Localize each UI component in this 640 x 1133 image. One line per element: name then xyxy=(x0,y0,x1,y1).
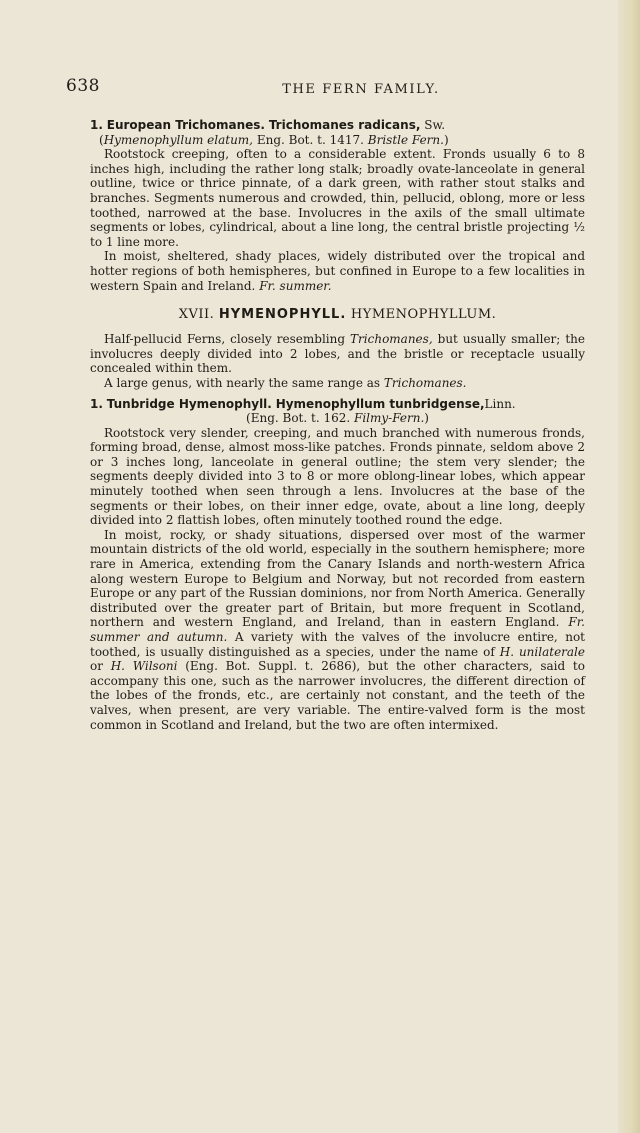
or-word: or xyxy=(90,659,103,674)
page-body xyxy=(90,118,585,732)
genus-desc-after: but usually smaller; the involucres deeply divided into 2 lobes, and the bristle or receptacle usually concealed within them. xyxy=(90,332,585,376)
flowering-time: Fr. summer. xyxy=(259,278,332,293)
genus-range-italic: Trichomanes. xyxy=(383,375,467,390)
heading-common-name: European Trichomanes. xyxy=(106,118,265,132)
genus-description xyxy=(90,332,585,376)
synonym-reference: Eng. Bot. t. 1417. xyxy=(256,132,364,147)
heading-authority: Linn. xyxy=(484,396,516,411)
heading-authority: Sw. xyxy=(424,118,446,132)
genus-desc-before: Half-pellucid Ferns, closely resembling xyxy=(104,332,346,347)
heading-common-name: Tunbridge Hymenophyll. xyxy=(106,396,272,411)
variety-name-1: H. unilaterale xyxy=(499,644,585,659)
variety-notes: but the other characters, said to accompany this one, such as the narrower involucres, the different direction of the lobes of the fronds, etc., are certainly not constant, and the teeth of the valves, when present, are very variable. The entire-valved form is the most common in Scotland and Ireland, but the two are often intermixed. xyxy=(90,659,585,732)
habitat-text: In moist, rocky, or shady situations, dispersed over most of the warmer mountain districts of the old world, especially in the southern hemisphere; more rare in America, extending from the Canary Islands and north-western Africa along western Europe to Belgium and Norway, but not recorded from eastern Europe or any part of the Russian dominions, nor from North America. Generally distributed over the greater part of Britain, but more frequent in Scotland, northern and western England, and Ireland, than in eastern England. xyxy=(90,527,585,630)
habitat-paragraph xyxy=(90,528,585,732)
description-paragraph: Rootstock creeping, often to a considerable extent. Fronds usually 6 to 8 inches high, including the rather long stalk; broadly ovate-lanceolate in general outline, twice or thrice pinnate, of a dark green, with rather stout stalks and branches. Segments numerous and crowded, thin, pellucid, oblong, more or less toothed, narrowed at the base. Involucres in the axils of the small ultimate segments or lobes, cylindrical, about a line long, the central bristle projecting ½ to 1 line more. xyxy=(90,147,585,249)
variety-text: A variety with the valves of the involucre entire, not toothed, is usually distinguished as a species, under the name of xyxy=(90,630,585,659)
reference-text: (Eng. Bot. t. 162. xyxy=(246,411,351,426)
synonym-open: ( xyxy=(99,132,104,147)
heading-number: 1. xyxy=(90,396,103,411)
reference-close: ) xyxy=(424,411,429,426)
species-heading-trichomanes xyxy=(90,118,585,147)
heading-number: 1. xyxy=(90,118,103,132)
description-paragraph: Rootstock very slender, creeping, and much branched with numerous fronds, forming broad, dense, almost moss-like patches. Fronds pinnate, seldom above 2 or 3 inches long, lanceolate in general outline; the stem very slender; the segments deeply divided into 3 to 8 or more oblong-linear lobes, which appear minutely toothed when seen through a lens. Involucres at the base of the segments or their lobes, on their inner edge, ovate, about a line long, deeply divided into 2 flattish lobes, often minutely toothed round the edge. xyxy=(90,425,585,528)
heading-latin-name: Trichomanes radicans, xyxy=(268,118,421,132)
synonym-close: ) xyxy=(443,132,449,147)
habitat-text: In moist, sheltered, shady places, widely distributed over the tropical and hotter regions of both hemispheres, but confined in Europe to a few localities in western Spain and Ireland. xyxy=(90,249,585,293)
genus-latin-name: HYMENOPHYLLUM. xyxy=(350,307,497,323)
reference-english: Filmy-Fern. xyxy=(354,411,425,426)
reference-line xyxy=(90,411,585,426)
variety-name-2: H. Wilsoni xyxy=(110,659,178,674)
habitat-paragraph xyxy=(90,249,585,293)
genus-range-before: A large genus, with nearly the same range as xyxy=(104,375,381,390)
heading-latin-name: Hymenophyllum tunbridgense, xyxy=(275,396,485,411)
genus-numeral: XVII. xyxy=(178,307,215,323)
genus-name: HYMENOPHYLL. xyxy=(218,307,347,323)
flowering-time: Fr. summer and autumn. xyxy=(90,615,585,644)
synonym-latin: Hymenophyllum elatum, xyxy=(103,132,253,147)
variety-reference: (Eng. Bot. Suppl. t. 2686), xyxy=(185,659,361,674)
page-number: 638 xyxy=(66,76,100,96)
genus-range xyxy=(90,376,585,391)
genus-desc-italic: Trichomanes, xyxy=(350,332,433,347)
genus-heading xyxy=(90,307,585,322)
page-edge xyxy=(618,0,640,1133)
page-header xyxy=(66,76,576,102)
species-heading-hymenophyllum xyxy=(90,397,585,412)
synonym-english: Bristle Fern. xyxy=(367,132,444,147)
running-title: THE FERN FAMILY. xyxy=(282,82,440,97)
